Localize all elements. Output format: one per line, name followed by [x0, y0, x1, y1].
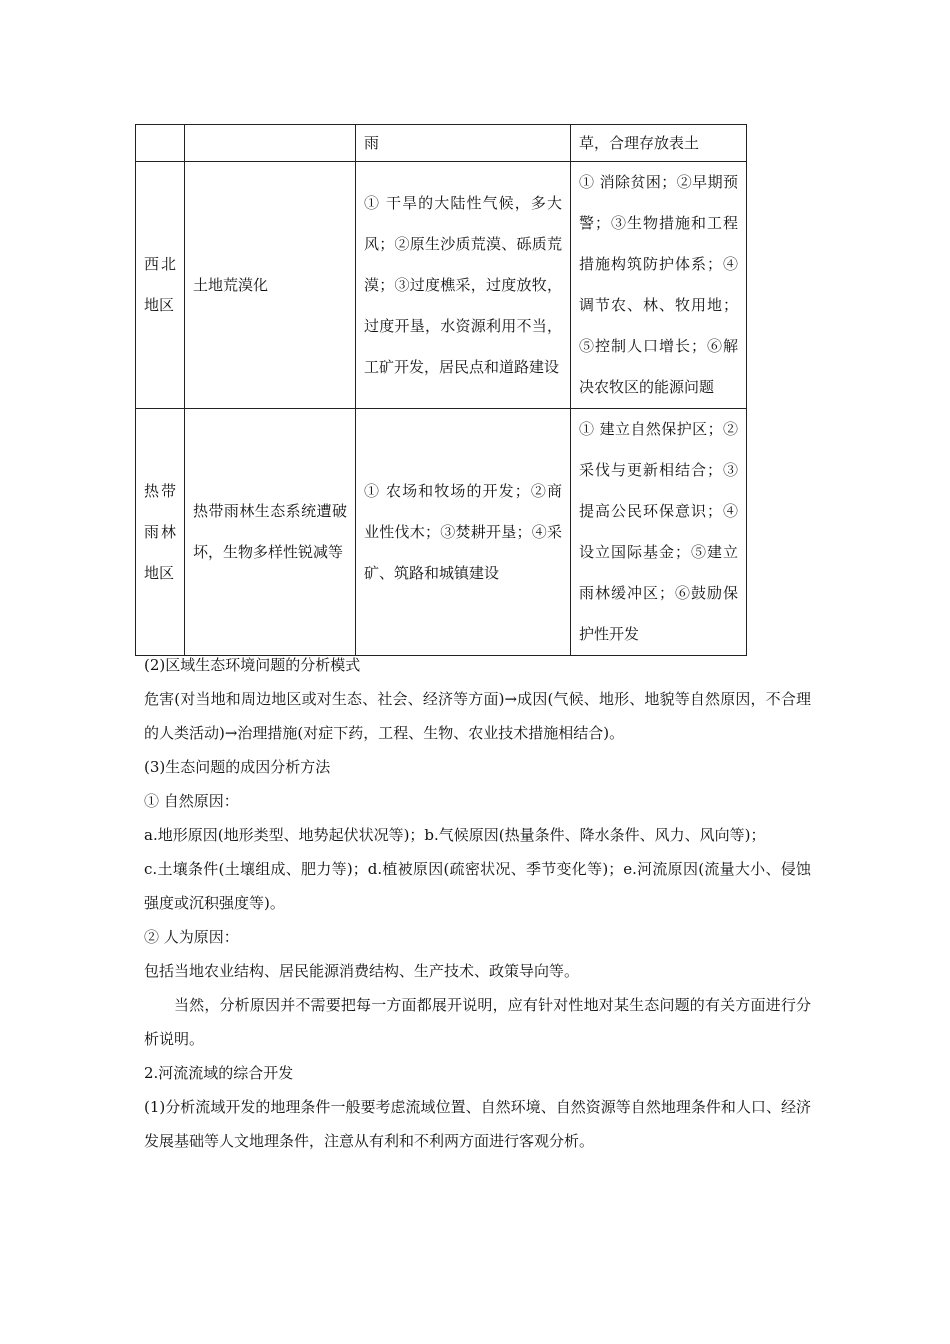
paragraph: 危害(对当地和周边地区或对生态、社会、经济等方面)→成因(气候、地形、地貌等自然原因，不合理的人类活动)→治理措施(对症下药，工程、生物、农业技术措施相结合)。 [144, 690, 811, 742]
paragraph: 当然，分析原因并不需要把每一方面都展开说明，应有针对性地对某生态问题的有关方面进行分析说明。 [144, 996, 811, 1048]
region-label: 地区 [144, 563, 175, 582]
table-row-northwest [136, 162, 747, 409]
table-cell-region [136, 409, 185, 656]
table-cell-measure: 草，合理存放表土 [571, 125, 747, 162]
table-cell-measure: ① 消除贫困；②早期预警；③生物措施和工程措施构筑防护体系；④调节农、林、牧用地；⑤控制人口增长；⑥解决农牧区的能源问题 [571, 162, 747, 409]
paragraph: a.地形原因(地形类型、地势起伏状况等)；b.气候原因(热量条件、降水条件、风力、风向等)； [144, 826, 766, 844]
subheading: ② 人为原因： [144, 928, 239, 946]
table-cell-cause: 雨 [356, 125, 571, 162]
region-char: 雨 [144, 522, 160, 541]
table-row [136, 125, 747, 162]
region-label: 地区 [144, 296, 175, 314]
table-cell-cause: ① 农场和牧场的开发；②商业性伐木；③焚耕开垦；④采矿、筑路和城镇建设 [356, 409, 571, 656]
table-cell-region [136, 125, 185, 162]
ecology-problems-table [135, 124, 747, 656]
table-cell-region [136, 162, 185, 409]
region-char: 热 [144, 481, 160, 500]
section-heading: 2.河流流域的综合开发 [144, 1064, 294, 1082]
table-cell-problem: 土地荒漠化 [185, 162, 356, 409]
paragraph: (1)分析流域开发的地理条件一般要考虑流域位置、自然环境、自然资源等自然地理条件和人口、经济发展基础等人文地理条件，注意从有利和不利两方面进行客观分析。 [144, 1098, 811, 1150]
subheading: ① 自然原因： [144, 792, 239, 810]
body-text [144, 648, 811, 1158]
section-heading: (2)区域生态环境问题的分析模式 [144, 656, 361, 674]
region-char: 北 [160, 255, 176, 273]
table-cell-cause: ① 干旱的大陆性气候，多大风；②原生沙质荒漠、砾质荒漠；③过度樵采，过度放牧，过度开垦，水资源利用不当，工矿开发，居民点和道路建设 [356, 162, 571, 409]
table-cell-problem [185, 125, 356, 162]
paragraph: c.土壤条件(土壤组成、肥力等)；d.植被原因(疏密状况、季节变化等)；e.河流原因(流量大小、侵蚀强度或沉积强度等)。 [144, 860, 811, 912]
table-cell-problem: 热带雨林生态系统遭破坏，生物多样性锐减等 [185, 409, 356, 656]
region-char: 林 [160, 522, 176, 541]
table-cell-measure: ① 建立自然保护区；②采伐与更新相结合；③提高公民环保意识；④设立国际基金；⑤建立雨林缓冲区；⑥鼓励保护性开发 [571, 409, 747, 656]
paragraph: 包括当地农业结构、居民能源消费结构、生产技术、政策导向等。 [144, 962, 580, 980]
table-row-rainforest [136, 409, 747, 656]
region-char: 带 [160, 481, 176, 500]
region-char: 西 [144, 255, 160, 273]
section-heading: (3)生态问题的成因分析方法 [144, 758, 331, 776]
